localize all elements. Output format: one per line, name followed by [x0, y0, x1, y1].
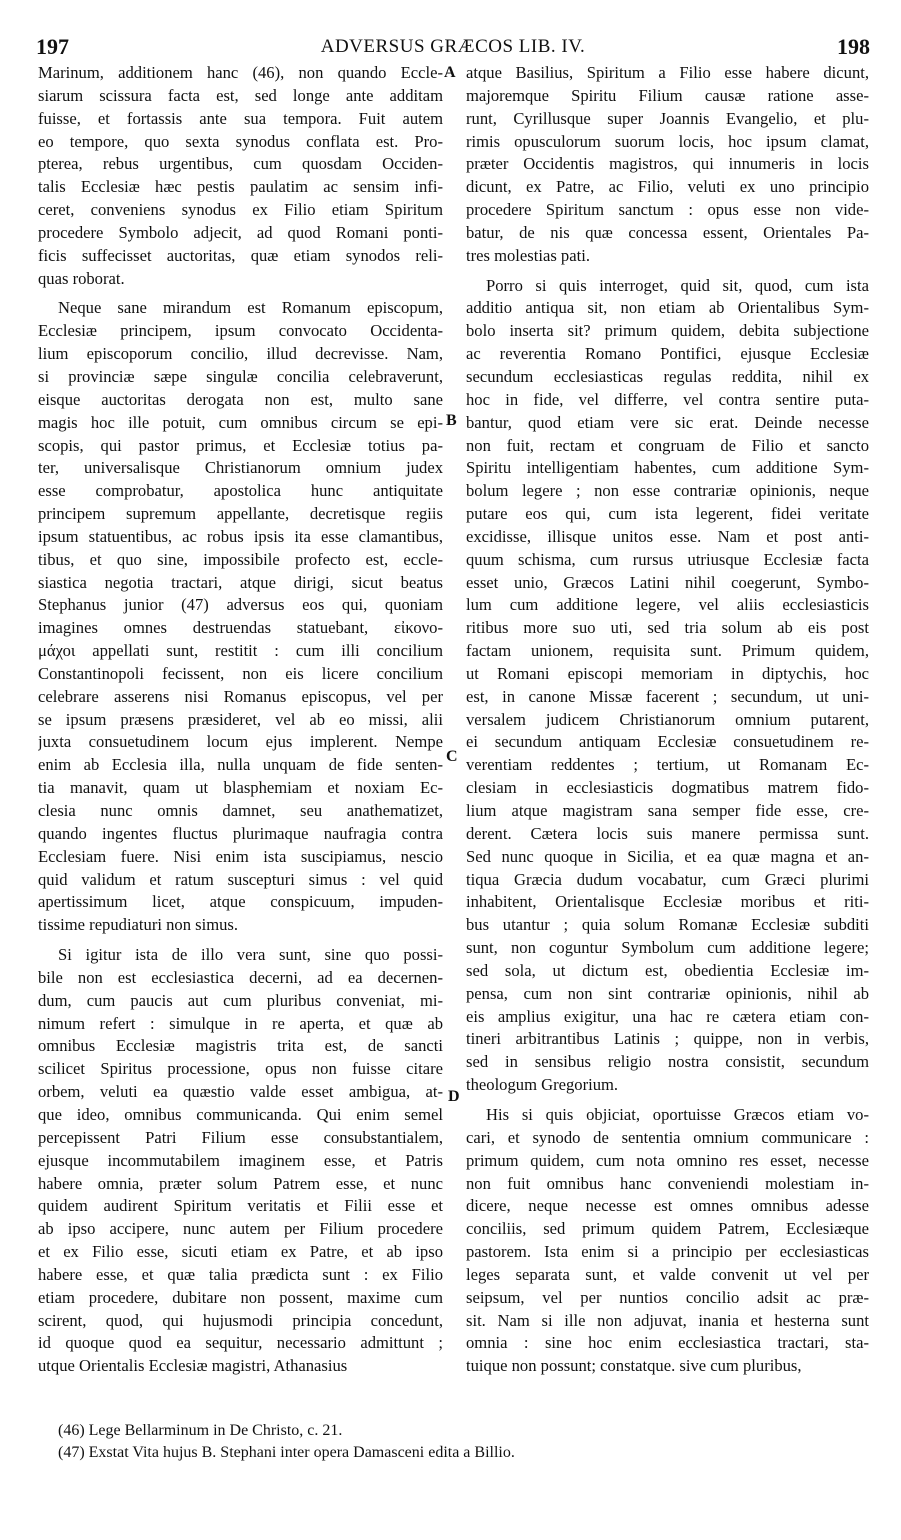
text-line: talis Ecclesiæ hæc pestis paulatim ac sensim infi- [38, 177, 443, 197]
text-line: tissime repudiaturi non simus. [38, 915, 239, 935]
text-line: lium episcoporum concilio, illud decrevisse. Nam, [38, 344, 443, 364]
text-line: habere esse, et quæ talia prædicta sunt : ex Filio [38, 1264, 443, 1284]
text-line: tibus, et quo sine, impossibile profecto est, eccle- [38, 549, 443, 569]
text-line: Stephanus junior (47) adversus eos qui, quoniam [38, 595, 443, 615]
text-line: siarum scissura facta est, sed longe ante additam [38, 85, 443, 105]
paragraph [38, 297, 443, 937]
text-line: His si quis objiciat, oportuisse Græcos etiam vo- [486, 1104, 869, 1124]
running-header [36, 34, 870, 64]
text-line: ac reverentia Romano Pontifici, ejusque Ecclesiæ [466, 344, 869, 364]
text-line: omnibus Ecclesiæ magistris trita est, de sancti [38, 1036, 443, 1056]
text-line: non fuit omnibus hanc conveniendi molestiam in- [466, 1173, 869, 1193]
text-line: utque Orientalis Ecclesiæ magistri, Athanasius [38, 1356, 348, 1376]
text-line: ceret, conveniens synodus ex Filio etiam Spiritum [38, 200, 443, 220]
text-line: seipsum, vel per nuntios concilio adsit ac præ- [466, 1287, 869, 1307]
text-line: batur, de nis quæ concessa essent, Orientales Pa- [466, 222, 869, 242]
text-line: habere omnia, præter solum Patrem esse, et nunc [38, 1173, 443, 1193]
text-line: ter, universalisque Christianorum omnium judex [38, 458, 443, 478]
text-line: quas roborat. [38, 268, 125, 288]
text-line: majoremque Spiritu Filium causæ ratione asse- [466, 85, 869, 105]
text-line: Marinum, additionem hanc (46), non quando Eccle- [38, 63, 443, 82]
text-line: eis amplius exigitur, una hac re cætera etiam con- [466, 1006, 869, 1026]
paragraph [466, 275, 869, 1097]
text-line: tiqua Græcia dudum vocabatur, cum Græci plurimi [466, 869, 869, 889]
margin-letter-c: C [446, 748, 458, 765]
paragraph [38, 62, 443, 290]
text-line: tres molestias pati. [466, 245, 590, 265]
text-line: sunt, non coguntur Symbolum cum additione legere; [466, 938, 869, 958]
text-line: esset unio, Græcos Latini nihil coegerunt, Symbo- [466, 572, 869, 592]
paragraph-gap [38, 290, 443, 297]
text-line: Ecclesiæ principem, ipsum convocato Occidenta- [38, 321, 443, 341]
text-line: Neque sane mirandum est Romanum episcopum, [58, 298, 443, 318]
left-page-number: 197 [36, 34, 69, 59]
text-line: etiam procedere, dubitare non possent, maxime cum [38, 1287, 443, 1307]
text-line: non fuit, rectam et congruam de Filio et sancto [466, 435, 869, 455]
text-line: Si igitur ista de illo vera sunt, sine quo possi- [58, 945, 443, 965]
text-line: quid validum et ratum suscepturi simus : vel quid [38, 869, 443, 889]
text-line: que ideo, omnibus communicanda. Qui enim semel [38, 1104, 443, 1124]
text-line: inhabitent, Orientalisque Ecclesiæ moribus et riti- [466, 892, 869, 912]
text-line: lium atque magistram sana semper fide esse, cre- [466, 801, 869, 820]
text-line: primum quidem, cum nota omnino res esset, necesse [466, 1150, 869, 1170]
text-line: principem supremum appellante, decretisque regiis [38, 504, 443, 524]
text-line: orbem, veluti ea quæstio valde esset ambigua, at- [38, 1082, 443, 1102]
text-line: leges separata sunt, et valde convenit ut vel per [466, 1264, 869, 1284]
text-line: celebrare asserens nisi Romanus episcopus, vel per [38, 686, 443, 706]
text-line: clesia nunc omnis damnet, seu anathematizet, [38, 801, 443, 820]
text-line: enim ab Ecclesia illa, nulla unquam de fide senten- [38, 755, 443, 775]
text-line: percepissent Patri Filium esse consubstantialem, [38, 1127, 443, 1147]
footnote-47: (47) Exstat Vita hujus B. Stephani inter opera Damasceni edita a Billio. [58, 1444, 515, 1461]
text-line: clesiam in ecclesiasticis dogmatibus matrem fido- [466, 778, 869, 798]
text-line: omnia : sine hoc enim ecclesiastica tractari, sta- [466, 1333, 869, 1353]
text-line: scopis, qui pastor primus, et Ecclesiæ totius pa- [38, 435, 443, 455]
text-line: secundum ecclesiasticas regulas reddita, nihil ex [466, 366, 869, 386]
text-line: Ecclesiam fuere. Nisi enim ista suscipiamus, nescio [38, 846, 443, 866]
running-title: ADVERSUS GRÆCOS LIB. IV. [320, 36, 586, 57]
text-line: eisque auctoritas derogata non est, multo sane [38, 389, 443, 409]
text-line: scirent, quod, qui hujusmodi principia concedunt, [38, 1310, 443, 1330]
right-column [466, 62, 869, 1378]
margin-letter-a: A [444, 64, 456, 81]
right-page-number: 198 [837, 34, 870, 59]
paragraph-gap [466, 1097, 869, 1104]
text-line: additio antiqua sit, non etiam ab Orientalibus Sym- [466, 298, 869, 318]
margin-letter-d: D [448, 1088, 460, 1105]
text-line: scilicet Spiritus processione, opus non fuisse citare [38, 1059, 443, 1079]
text-line: præter Occidentis magistros, qui innumeris in locis [466, 154, 869, 174]
paragraph [466, 62, 869, 268]
text-line: ejusque incommutabilem imaginem esse, et Patris [38, 1150, 443, 1170]
paragraph [466, 1104, 869, 1378]
text-line: sit. Nam si ille non adjuvat, inania et hesterna sunt [466, 1310, 869, 1330]
text-line: quando ingentes fluctus plurimaque naufragia contra [38, 823, 443, 843]
text-line: tineri arbitrantibus Latinis ; quippe, non in verbis, [466, 1029, 869, 1049]
text-line: quum schisma, cum rursus utriusque Ecclesiæ facta [466, 549, 869, 569]
text-line: lum cum additione legere, vel aliis ecclesiasticis [466, 595, 869, 615]
text-line: tuique non possunt; constatque. sive cum pluribus, [466, 1356, 802, 1376]
text-line: pastorem. Ista enim si a principio per ecclesiasticas [466, 1242, 869, 1262]
text-line: apertissimum licet, atque conspicuum, impuden- [38, 892, 443, 912]
text-line: factam unionem, requisita sunt. Primum quidem, [466, 641, 869, 661]
text-line: bus utantur ; quia solum Romanæ Ecclesiæ subditi [466, 915, 869, 935]
text-line: ei secundum antiquam Ecclesiæ consuetudinem re- [466, 732, 869, 752]
text-line: excidisse, illisque unitos esse. Nam et post anti- [466, 526, 869, 546]
text-line: siastica negotia tractari, atque dirigi, sicut beatus [38, 572, 443, 592]
text-line: bolum legere ; non esse contrariæ opinionis, neque [466, 481, 869, 501]
text-line: runt, Cyrillusque super Joannis Evangelio, et plu- [466, 108, 869, 128]
text-line: procedere Spiritum sanctum : opus esse non vide- [466, 200, 869, 220]
text-line: dicunt, ex Patre, ac Filio, veluti ex uno principio [466, 177, 869, 197]
text-line: bantur, quod etiam vere sic erat. Deinde necesse [466, 412, 869, 432]
margin-letter-b: B [446, 412, 457, 429]
text-line: ficis suffecisset auctoritas, quæ etiam synodos reli- [38, 245, 443, 265]
text-line: est, in canone Missæ facerent ; secundum, ut uni- [466, 686, 869, 706]
text-line: sed sola, ut dictum est, obedientia Ecclesiæ im- [466, 960, 869, 980]
text-line: versalem judicem Christianorum omnium putarent, [466, 709, 869, 729]
text-line: juxta consuetudinem locum ejus implerent. Nempe [38, 732, 443, 752]
text-line: se ipsum præsens præsideret, vel ab eo missi, alii [38, 709, 443, 729]
text-line: ritibus more suo uti, sed tria solum ab eis post [466, 618, 869, 638]
footnotes [58, 1420, 858, 1464]
text-line: Sed nunc quoque in Sicilia, et ea quæ magna et an- [466, 846, 869, 866]
footnote-46: (46) Lege Bellarminum in De Christo, c. 21. [58, 1422, 343, 1439]
text-line: hoc in fide, vel differre, vel contra sentire puta- [466, 389, 869, 409]
text-line: atque Basilius, Spiritum a Filio esse habere dicunt, [466, 63, 869, 82]
text-line: verentiam reddentes ; tertium, ut Romanam Ec- [466, 755, 869, 775]
text-line: Porro si quis interroget, quid sit, quod, cum ista [486, 275, 869, 295]
text-line: nimum refert : simulque in re aperta, et quæ ab [38, 1013, 443, 1033]
text-line: ut Romani episcopi memoriam in diptychis, hoc [466, 663, 869, 683]
text-line: dicere, neque necesse est omnes omnibus adesse [466, 1196, 869, 1216]
text-line: procedere Symbolo adjecit, ad quod Romani ponti- [38, 222, 443, 242]
left-column [38, 62, 443, 1378]
text-line: cari, et synodo de sententia omnium communicare : [466, 1127, 869, 1147]
text-line: derent. Cætera locis suis manere permissa sunt. [466, 823, 869, 843]
paragraph-gap [466, 268, 869, 275]
text-line: ab ipso accipere, nunc autem per Filium procedere [38, 1219, 443, 1239]
text-line: et ex Filio esse, sicuti etiam ex Patre, et ab ipso [38, 1242, 443, 1262]
text-line: bile non est ecclesiastica decerni, ad ea decernen- [38, 967, 443, 987]
text-line: si provinciæ sæpe singulæ concilia celebraverunt, [38, 366, 443, 386]
text-line: theologum Gregorium. [466, 1075, 619, 1095]
text-line: pterea, rebus urgentibus, cum quosdam Occiden- [38, 154, 443, 174]
text-line: μάχοι appellati sunt, restitit : cum illi concilium [38, 641, 443, 661]
text-line: eo tempore, quo sexta synodus conflata est. Pro- [38, 131, 443, 151]
text-line: bolo inserta sit? primum quidem, debita subjectione [466, 321, 869, 341]
paragraph-gap [38, 937, 443, 944]
text-line: pensa, cum non sint contrariæ opinionis, nihil ab [466, 983, 869, 1003]
text-line: tia manavit, quam ut blasphemiam et noxiam Ec- [38, 778, 443, 798]
text-line: imagines omnes destruendas statuebant, εἰκονο- [38, 618, 443, 638]
text-line: putare eos qui, cum ista legerent, fidei veritate [466, 504, 869, 524]
text-line: rimis opusculorum suorum locis, hoc ipsum clamat, [466, 131, 869, 151]
text-line: fuisse, et fortassis ante sua tempora. Fuit autem [38, 108, 443, 128]
text-line: sed in sensibus religio nostra consistit, secundum [466, 1052, 869, 1072]
text-line: magis hoc ille potuit, cum omnibus circum se epi- [38, 412, 443, 432]
text-line: conciliis, sed primum quidem Patrem, Ecclesiæque [466, 1219, 869, 1239]
text-line: dum, cum paucis aut cum pluribus conveniat, mi- [38, 990, 443, 1010]
text-line: Constantinopoli fecissent, non eis licere concilium [38, 663, 443, 683]
text-line: Spiritu intelligentiam habentes, cum additione Sym- [466, 458, 869, 478]
paragraph [38, 944, 443, 1378]
text-line: quidem audirent Spiritum veritatis et Filii esse et [38, 1196, 443, 1216]
text-line: ipsum statuentibus, ac robus ipsis ita esse clamantibus, [38, 526, 443, 546]
text-line: esse comprobatur, apostolica hunc antiquitate [38, 481, 443, 501]
text-line: id quoque quod ea sequitur, necessario admittunt ; [38, 1333, 443, 1353]
